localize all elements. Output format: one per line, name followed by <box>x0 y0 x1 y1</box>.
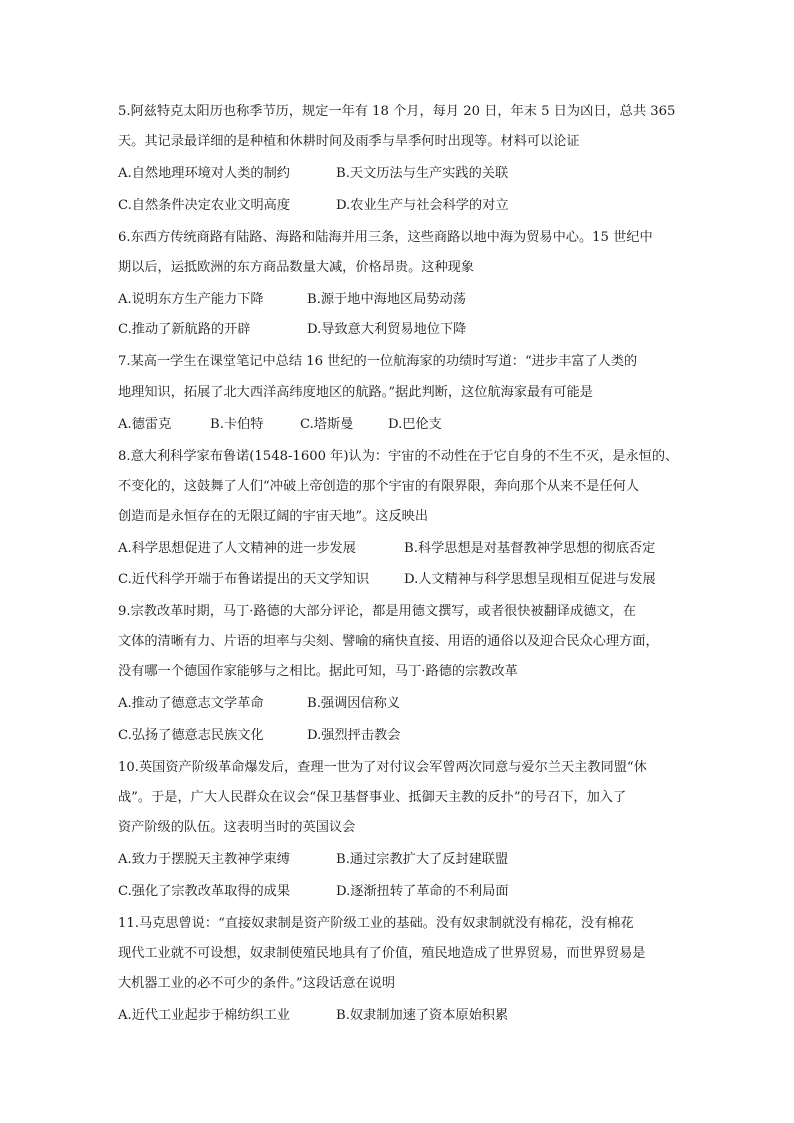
question-8-option-c: C.近代科学开端于布鲁诺提出的天文学知识 <box>118 572 370 587</box>
question-9-options-row-2 <box>118 727 698 745</box>
question-9-option-a: A.推动了德意志文学革命 <box>118 696 264 711</box>
question-8-stem-line-2: 不变化的，这鼓舞了人们“冲破上帝创造的那个宇宙的有限界限，奔向那个从来不是任何人 <box>118 479 640 494</box>
question-10-stem-line-1: 10.英国资产阶级革命爆发后，查理一世为了对付议会军曾两次同意与爱尔兰天主教同盟“休 <box>118 760 647 775</box>
question-9-option-c: C.弘扬了德意志民族文化 <box>118 728 264 743</box>
question-8-option-d: D.人文精神与科学思想呈现相互促进与发展 <box>404 572 656 587</box>
question-9-stem-line-2: 文体的清晰有力、片语的坦率与尖刻、譬喻的痛快直接、用语的通俗以及迎合民众心理方面， <box>118 634 659 649</box>
question-5-option-b: B.天文历法与生产实践的关联 <box>336 166 509 181</box>
question-7-options-row <box>118 416 698 434</box>
question-11-stem-line-2: 现代工业就不可设想，奴隶制使殖民地具有了价值，殖民地造成了世界贸易，而世界贸易是 <box>118 946 646 961</box>
question-6-options-row-1 <box>118 291 698 309</box>
question-8-option-a: A.科学思想促进了人文精神的进一步发展 <box>118 541 356 556</box>
question-7-option-c: C.塔斯曼 <box>300 417 354 432</box>
question-6-option-b: B.源于地中海地区局势动荡 <box>307 292 466 307</box>
question-9-option-b: B.强调因信称义 <box>307 696 401 711</box>
question-11-stem-line-1: 11.马克思曾说：“直接奴隶制是资产阶级工业的基础。没有奴隶制就没有棉花，没有棉花 <box>118 916 634 931</box>
question-10-stem-line-3: 资产阶级的队伍。这表明当时的英国议会 <box>118 820 356 835</box>
question-5-stem-line-2: 天。其记录最详细的是种植和休耕时间及雨季与旱季何时出现等。材料可以论证 <box>118 134 580 149</box>
question-5-stem-line-1: 5.阿兹特克太阳历也称季节历，规定一年有 18 个月，每月 20 日，年末 5 日为凶日，总共 365 <box>118 104 676 119</box>
question-6-stem-line-2: 期以后，运抵欧洲的东方商品数量大减，价格昂贵。这种现象 <box>118 260 475 275</box>
question-9-stem-line-3: 没有哪一个德国作家能够与之相比。据此可知，马丁·路德的宗教改革 <box>118 664 518 679</box>
question-7-option-a: A.德雷克 <box>118 417 172 432</box>
question-10-option-c: C.强化了宗教改革取得的成果 <box>118 884 291 899</box>
question-8-options-row-1 <box>118 540 698 558</box>
question-5-option-d: D.农业生产与社会科学的对立 <box>336 198 509 213</box>
question-8-stem-line-1: 8.意大利科学家布鲁诺(1548-1600 年)认为：宇宙的不动性在于它自身的不生不灭，是永恒的、 <box>118 449 679 464</box>
question-6-option-a: A.说明东方生产能力下降 <box>118 292 264 307</box>
question-5-options-row-1 <box>118 165 698 183</box>
question-5-options-row-2 <box>118 197 698 215</box>
question-11-option-a: A.近代工业起步于棉纺织工业 <box>118 1008 290 1023</box>
question-10-options-row-1 <box>118 851 698 869</box>
question-7-option-b: B.卡伯特 <box>210 417 264 432</box>
question-6-stem-line-1: 6.东西方传统商路有陆路、海路和陆海并用三条，这些商路以地中海为贸易中心。15 世纪中 <box>118 230 653 245</box>
question-10-stem-line-2: 战”。于是，广大人民群众在议会“保卫基督事业、抵御天主教的反扑”的号召下，加入了 <box>118 790 627 805</box>
question-9-stem-line-1: 9.宗教改革时期，马丁·路德的大部分评论，都是用德文撰写，或者很快被翻译成德文，在 <box>118 604 636 619</box>
question-10-option-b: B.通过宗教扩大了反封建联盟 <box>336 852 509 867</box>
question-11-option-b: B.奴隶制加速了资本原始积累 <box>336 1008 509 1023</box>
question-10-option-a: A.致力于摆脱天主教神学束缚 <box>118 852 290 867</box>
question-10-option-d: D.逐渐扭转了革命的不利局面 <box>336 884 509 899</box>
question-5-option-c: C.自然条件决定农业文明高度 <box>118 198 291 213</box>
question-8-options-row-2 <box>118 571 698 589</box>
question-7-option-d: D.巴伦支 <box>388 417 442 432</box>
question-10-options-row-2 <box>118 883 698 901</box>
question-11-stem-line-3: 大机器工业的必不可少的条件。”这段话意在说明 <box>118 976 396 991</box>
question-8-option-b: B.科学思想是对基督教神学思想的彻底否定 <box>404 541 656 556</box>
question-6-option-c: C.推动了新航路的开辟 <box>118 322 251 337</box>
question-7-stem-line-2: 地理知识，拓展了北大西洋高纬度地区的航路。”据此判断，这位航海家最有可能是 <box>118 385 593 400</box>
question-6-options-row-2 <box>118 321 698 339</box>
question-9-options-row-1 <box>118 695 698 713</box>
question-5-option-a: A.自然地理环境对人类的制约 <box>118 166 290 181</box>
question-8-stem-line-3: 创造而是永恒存在的无限辽阔的宇宙天地”。这反映出 <box>118 509 429 524</box>
question-6-option-d: D.导致意大利贸易地位下降 <box>307 322 467 337</box>
question-9-option-d: D.强烈抨击教会 <box>307 728 401 743</box>
question-11-options-row-1 <box>118 1007 698 1025</box>
question-7-stem-line-1: 7.某高一学生在课堂笔记中总结 16 世纪的一位航海家的功绩时写道：“进步丰富了人类的 <box>118 354 638 369</box>
